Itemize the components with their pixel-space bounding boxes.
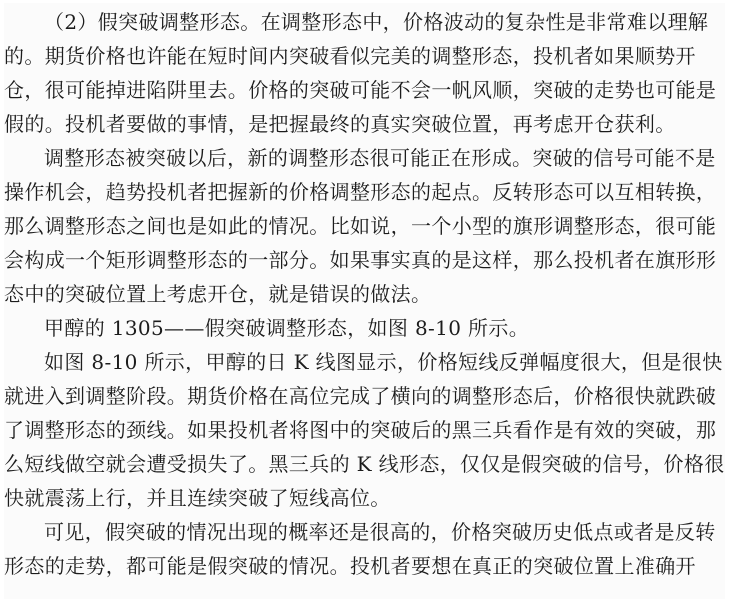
document-page: [4, 3, 725, 599]
text-line: 就进入到调整阶段。期货价格在高位完成了横向的调整形态后，价格很快就跌破: [4, 384, 717, 408]
text-line: 形态的走势，都可能是假突破的情况。投机者要想在真正的突破位置上准确开: [4, 554, 696, 578]
text-line: 如图 8-10 所示，甲醇的日 K 线图显示，价格短线反弹幅度很大，但是很快: [44, 350, 723, 374]
text-line: 操作机会，趋势投机者把握新的价格调整形态的起点。反转形态可以互相转换，: [4, 180, 717, 204]
text-line: 甲醇的 1305——假突破调整形态，如图 8-10 所示。: [44, 316, 530, 340]
text-line: 的。期货价格也许能在短时间内突破看似完美的调整形态，投机者如果顺势开: [4, 44, 696, 68]
text-line: 可见，假突破的情况出现的概率还是很高的，价格突破历史低点或者是反转: [44, 520, 716, 544]
text-line: 调整形态被突破以后，新的调整形态很可能正在形成。突破的信号可能不是: [44, 146, 716, 170]
text-line: 态中的突破位置上考虑开仓，就是错误的做法。: [4, 282, 432, 306]
text-line: 了调整形态的颈线。如果投机者将图中的突破后的黑三兵看作是有效的突破，那: [4, 418, 717, 442]
text-line: 仓，很可能掉进陷阱里去。价格的突破可能不会一帆风顺，突破的走势也可能是: [4, 78, 717, 102]
text-line: 快就震荡上行，并且连续突破了短线高位。: [4, 486, 391, 510]
text-line: 假的。投机者要做的事情，是把握最终的真实突破位置，再考虑开仓获利。: [4, 112, 676, 136]
text-line: 会构成一个矩形调整形态的一部分。如果事实真的是这样，那么投机者在旗形形: [4, 248, 717, 272]
text-line: 那么调整形态之间也是如此的情况。比如说，一个小型的旗形调整形态，很可能: [4, 214, 717, 238]
text-line: （2）假突破调整形态。在调整形态中，价格波动的复杂性是非常难以理解: [44, 10, 709, 34]
text-line: 么短线做空就会遭受损失了。黑三兵的 K 线形态，仅仅是假突破的信号，价格很: [4, 452, 725, 476]
